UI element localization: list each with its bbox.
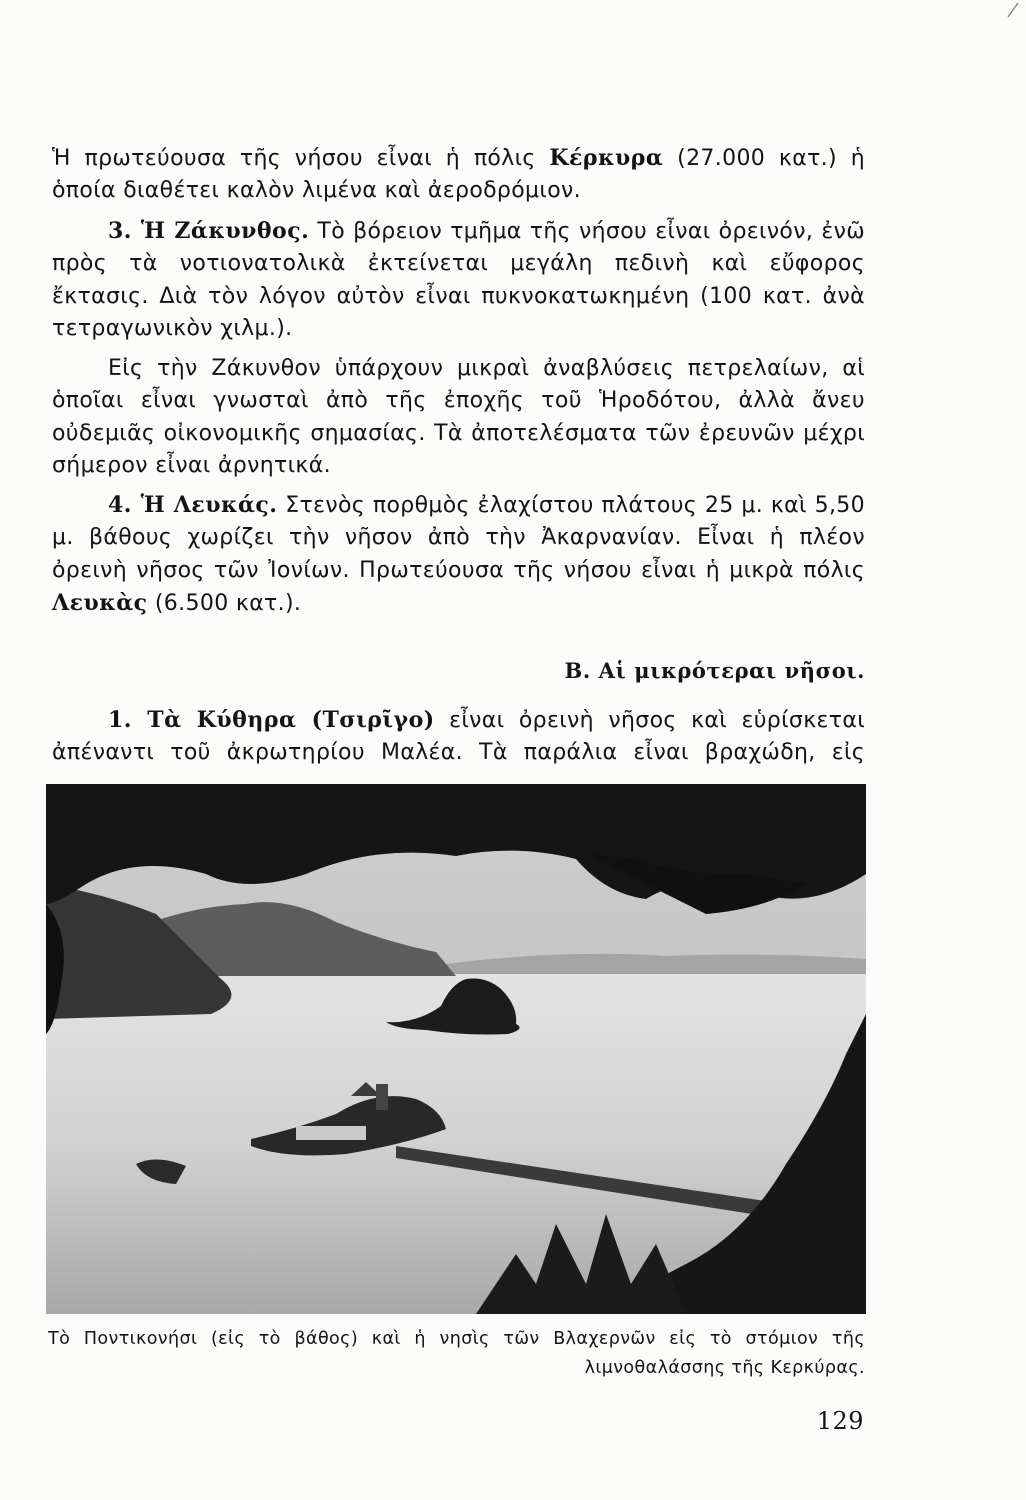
photo-pontikonisi xyxy=(46,784,866,1314)
paragraph-zakynthos-oil: Εἰς τὴν Ζάκυνθον ὑπάρχουν μικραὶ ἀναβλύσεις πετρελαίων, αἱ ὁποῖαι εἶναι γνωσταὶ ἀπὸ τῆς ἐποχῆς τοῦ Ἡροδότου, ἀλλὰ ἄνευ οὐδεμιᾶς οἰκονομικῆς σημασίας. Τὰ ἀποτελέσματα τῶν ἐρευνῶν μέχρι σήμερον εἶναι ἀρνητικά. xyxy=(52,356,865,479)
section-heading-smaller-islands: Β. Αἱ μικρότεραι νῆσοι. xyxy=(564,658,865,683)
lefkas-bold: Λευκὰς xyxy=(52,590,148,617)
kerkyra-bold: Κέρκυρα xyxy=(549,145,664,171)
paragraph-kythira: 1. Τὰ Κύθηρα (Τσιρῖγο) εἶναι ὀρεινὴ νῆσος καὶ εὑρίσκεται ἀπέναντι τοῦ ἀκρωτηρίου Μαλέα. Τὰ παράλια εἶναι βραχώδη, εἰς xyxy=(52,707,865,766)
caption-line-1: Τὸ Ποντικονήσι (εἰς τὸ βάθος) καὶ ἡ νησὶς τῶν Βλαχερνῶν εἰς τὸ στόμιον τῆς xyxy=(48,1329,865,1349)
paragraph-lefkas: 4. Ἡ Λευκάς. Στενὸς πορθμὸς ἐλαχίστου πλάτους 25 μ. καὶ 5,50 μ. βάθους χωρίζει τὴν νῆσον ἀπὸ τὴν Ἀκαρνανίαν. Εἶναι ἡ πλέον ὀρεινὴ νῆσος τῶν Ἰονίων. Πρωτεύουσα τῆς νήσου εἶναι ἡ μικρὰ πόλις Λευκὰς (6.500 κατ.). xyxy=(52,492,865,617)
scan-corner-mark xyxy=(1006,2,1020,18)
kythira-heading: 1. Τὰ Κύθηρα (Τσιρῖγο) xyxy=(108,707,435,733)
paragraph-zakynthos: 3. Ἡ Ζάκυνθος. Τὸ βόρειον τμῆμα τῆς νήσου εἶναι ὀρεινόν, ἐνῶ πρὸς τὰ νοτιονατολικὰ ἐκτείνεται μεγάλη πεδινὴ καὶ εὔφορος ἔκτασις. Διὰ τὸν λόγον αὐτὸν εἶναι πυκνοκατωκημένη (100 κατ. ἀνὰ τετραγωνικὸν χιλμ.). xyxy=(52,218,865,342)
page-number: 129 xyxy=(816,1407,864,1435)
paragraph-kerkyra: Ἡ πρωτεύουσα τῆς νήσου εἶναι ἡ πόλις Κέρκυρα (27.000 κατ.) ἡ ὁποία διαθέτει καλὸν λιμένα καὶ ἀεροδρόμιον. xyxy=(52,145,866,204)
photo-illustration xyxy=(46,784,866,1314)
photo-caption xyxy=(48,1325,865,1383)
zakynthos-heading: 3. Ἡ Ζάκυνθος. xyxy=(108,218,310,244)
caption-line-2: λιμνοθαλάσσης τῆς Κερκύρας. xyxy=(584,1358,865,1378)
lefkas-heading: 4. Ἡ Λευκάς. xyxy=(108,492,278,518)
